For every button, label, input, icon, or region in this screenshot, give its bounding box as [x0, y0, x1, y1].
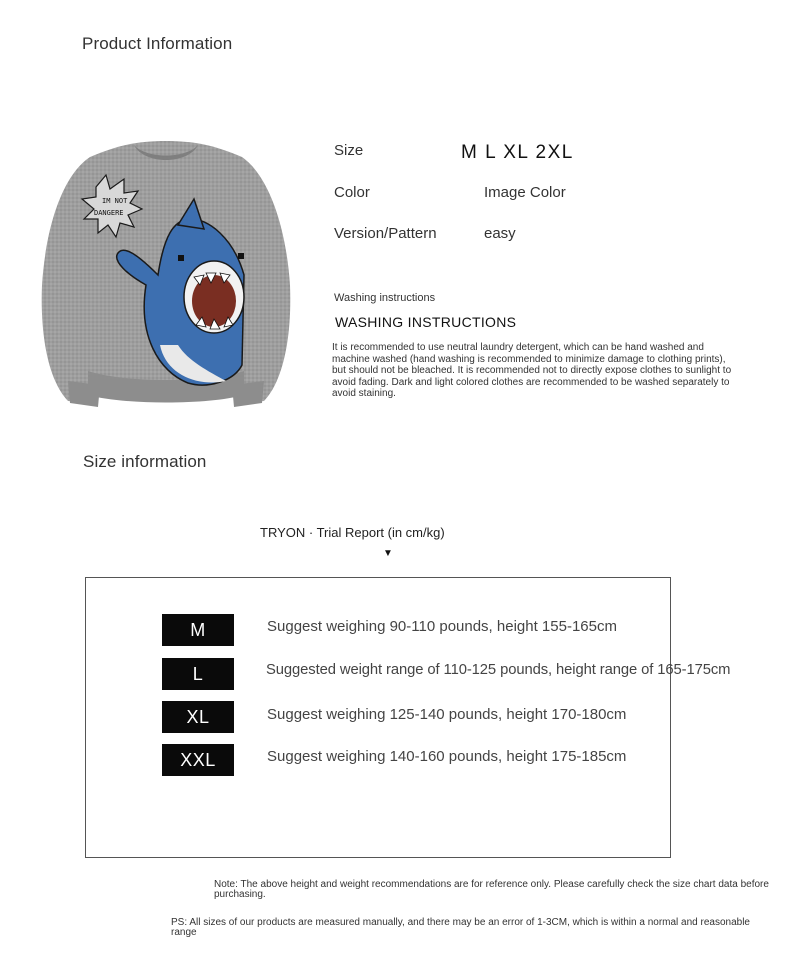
sweater-print-line1: IM NOT — [102, 197, 128, 205]
size-recommendation-m: Suggest weighing 90-110 pounds, height 155-165cm — [267, 618, 617, 635]
size-badge-l: L — [162, 658, 234, 690]
size-recommendation-xl: Suggest weighing 125-140 pounds, height 170-180cm — [267, 706, 627, 723]
down-arrow-icon: ▼ — [383, 548, 393, 559]
size-recommendation-l: Suggested weight range of 110-125 pounds, height range of 165-175cm — [266, 662, 731, 678]
size-value: M L XL 2XL — [461, 142, 574, 163]
version-value: easy — [484, 225, 516, 242]
ps-note: PS: All sizes of our products are measured manually, and there may be an error of 1-3CM, which is within a normal and reasonable range — [171, 917, 750, 938]
size-note: Note: The above height and weight recommendations are for reference only. Please carefully check the size chart data before purchasing. — [214, 879, 769, 900]
size-badge-m: M — [162, 614, 234, 646]
washing-body: It is recommended to use neutral laundry detergent, which can be hand washed and machine washed (hand washing is recommended to minimize damage to clothing prints), but should not be bleached. It is recommended not to directly expose clothes to sunlight to avoid fading. Dark and light colored clothes are recommended to be washed separately to avoid staining. — [332, 342, 732, 399]
sweater-print-line2: DANGERE — [94, 209, 124, 217]
tryon-label: TRYON · Trial Report (in cm/kg) — [260, 525, 445, 540]
size-recommendation-xxl: Suggest weighing 140-160 pounds, height 175-185cm — [267, 748, 627, 765]
sweater-image — [38, 135, 294, 411]
size-badge-xxl: XXL — [162, 744, 234, 776]
size-badge-xl: XL — [162, 701, 234, 733]
washing-title: WASHING INSTRUCTIONS — [335, 314, 517, 330]
washing-small-label: Washing instructions — [334, 292, 436, 304]
version-label: Version/Pattern — [334, 225, 437, 242]
color-value: Image Color — [484, 184, 566, 201]
color-label: Color — [334, 184, 370, 201]
product-info-heading: Product Information — [82, 34, 233, 53]
size-info-heading: Size information — [83, 452, 207, 471]
size-label: Size — [334, 142, 364, 159]
